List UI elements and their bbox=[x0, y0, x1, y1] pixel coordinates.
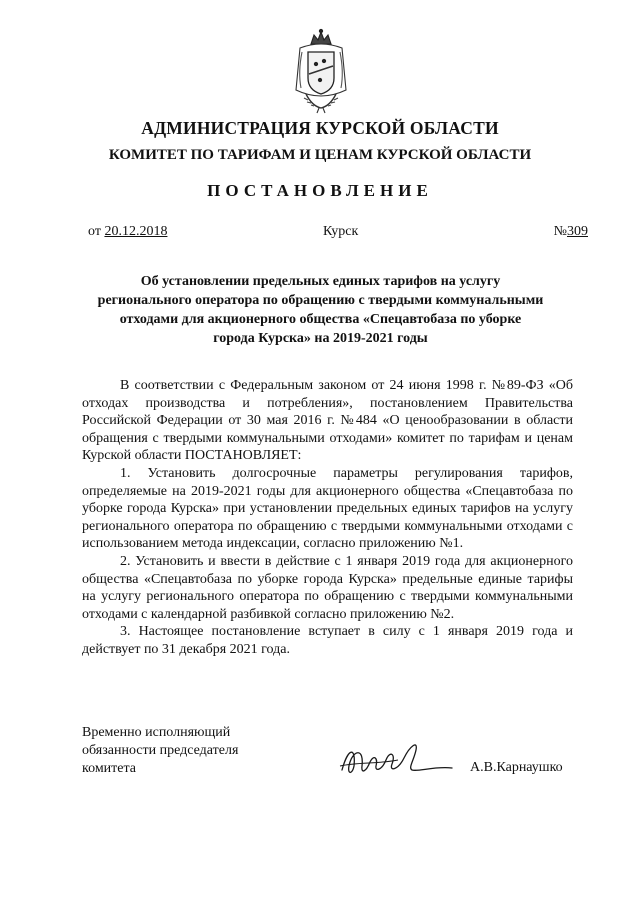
body-paragraph-3: 3. Настоящее постановление вступает в силу с 1 января 2019 года и действует по 31 декабря 2021 года. bbox=[82, 624, 573, 657]
signatory-name: А.В.Карнаушко bbox=[470, 760, 563, 775]
body-paragraph-2: 2. Установить и ввести в действие с 1 января 2019 года для акционерного общества «Спецавтобаза по уборке города Курска» предельные единые тарифы на услугу регионального оператора по обращению с твердыми коммунальными отходами с календарной разбивкой согласно приложению №2. bbox=[82, 553, 573, 622]
position-line: Временно исполняющий bbox=[82, 725, 231, 740]
document-city: Курск bbox=[323, 224, 359, 239]
position-line: обязанности председателя bbox=[82, 743, 239, 758]
handwritten-signature bbox=[338, 736, 456, 782]
document-body bbox=[82, 377, 573, 659]
number-prefix: № bbox=[553, 224, 567, 239]
committee-title: КОМИТЕТ ПО ТАРИФАМ И ЦЕНАМ КУРСКОЙ ОБЛАСТИ bbox=[108, 147, 532, 163]
subject-line: Об установлении предельных единых тарифов на услугу bbox=[140, 274, 501, 289]
date-value: 20.12.2018 bbox=[104, 224, 168, 239]
date-prefix: от bbox=[88, 224, 101, 239]
subject-line: города Курска» на 2019-2021 годы bbox=[213, 331, 428, 346]
position-line: комитета bbox=[82, 761, 137, 776]
body-paragraph-preamble: В соответствии с Федеральным законом от 24 июня 1998 г. №89-ФЗ «Об отходах производства и потребления», постановлением Правительства Российской Федерации от 30 мая 2016 г. №484 «О ценообразовании в области обращения с твердыми коммунальными отходами» комитет по тарифам и ценам Курской области ПОСТАНОВЛЯЕТ: bbox=[82, 378, 573, 464]
number-value: 309 bbox=[567, 224, 588, 239]
document-number bbox=[554, 224, 588, 240]
document-date bbox=[88, 224, 167, 240]
document-type-heading: ПОСТАНОВЛЕНИЕ bbox=[207, 181, 433, 200]
document-subject bbox=[78, 272, 563, 348]
subject-line: отходами для акционерного общества «Спецавтобаза по уборке bbox=[119, 312, 522, 327]
coat-of-arms-icon bbox=[292, 28, 350, 114]
body-paragraph-1: 1. Установить долгосрочные параметры регулирования тарифов, определяемые на 2019-2021 годы для акционерного общества «Спецавтобаза по уборке города Курска» при установлении предельных единых тарифов на услугу регионального оператора по обращению с твердыми коммунальными отходами с использованием метода индексации, согласно приложению №1. bbox=[82, 465, 573, 552]
signatory-position bbox=[82, 724, 282, 778]
administration-title: АДМИНИСТРАЦИЯ КУРСКОЙ ОБЛАСТИ bbox=[141, 118, 499, 138]
subject-line: регионального оператора по обращению с твердыми коммунальными bbox=[97, 293, 544, 308]
